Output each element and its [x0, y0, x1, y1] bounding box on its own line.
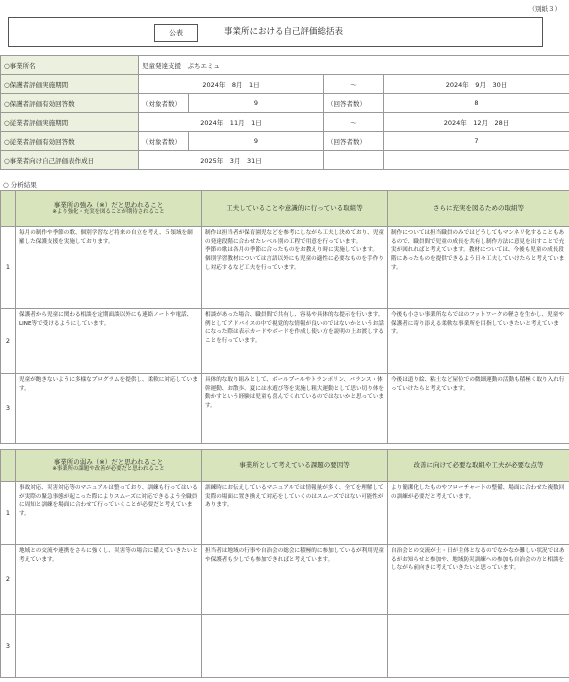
strengths-header-sub: ※より強化・充実を図ることが期待されること [52, 209, 165, 216]
staff-period-end: 2024年 12月 28日 [384, 113, 569, 132]
row-number: 2 [1, 309, 16, 374]
created-date: 2025年 3月 31日 [139, 151, 324, 170]
info-table [0, 55, 569, 170]
strength-effort-cell: 具体的な取り組みとして、ボールプールやトランポリン、バランス・体幹運動、お散歩、夏には水遊び等を実施し粗大運動として思い切り体を動かすという経験は児童も喜んでくれているのではないかと思っています。 [202, 374, 388, 444]
guardian-period-end: 2024年 9月 30日 [384, 75, 569, 94]
analysis-label: ○ 分析結果 [3, 181, 37, 189]
weaknesses-header [16, 450, 202, 482]
staff-respondent: 7 [384, 132, 569, 151]
guardian-respondent-label: （回答者数） [324, 94, 384, 113]
strengths-header-main: 事業所の強み（※）だと思われること [53, 200, 164, 209]
row-number: 1 [1, 482, 16, 545]
table-row [1, 482, 569, 545]
weaknesses-header-main: 事業所の弱み（※）だと思われること [53, 457, 164, 466]
effort-paragraph: 例としてアドバイスの中で視覚的な情報が良いのではないかというお話になった際は表示カードやボードを作成し使い方を説明の上お渡しすることを行っています。 [205, 320, 385, 344]
info-empty-cell [384, 151, 569, 170]
effort-paragraph: 相談があった場合、職員間で共有し、容易や具体的な提示を行います。 [205, 312, 384, 318]
strengths-header [16, 191, 202, 227]
strength-effort-cell [202, 227, 388, 309]
strength-improve-cell: 制作については担当職員のみではどうしてもマンネリ化することもあるので、職員間で児童の成長を共有し制作方法に意見を出すことで充実が図れればと考えています。教材については、今後も児童の成長段階にあったものを提供できるよう日々工夫していけたらと考えています。 [388, 227, 569, 309]
staff-period-label: ○従業者評価実施期間 [1, 113, 139, 132]
weakness-improve-cell [388, 615, 569, 678]
guardian-target: 9 [189, 94, 324, 113]
office-name-label: ○事業所名 [1, 56, 139, 75]
guardian-period-start: 2024年 8月 1日 [139, 75, 324, 94]
row-number: 3 [1, 615, 16, 678]
table-row [1, 309, 569, 374]
weakness-cell: 事故対応、災害対応等のマニュアルは整っており、訓練も行ってはいるが実際の緊急事態が起こった際によりスムーズに対応できるよう全職員に周知と訓練を場面に合わせて行っていくことが必要だと考えています。 [16, 482, 202, 545]
guardian-period-sep: ～ [324, 75, 384, 94]
staff-target-label: （対象者数） [139, 132, 189, 151]
strengths-header-col2: 工夫していることや意識的に行っている取組等 [202, 191, 388, 227]
guardian-target-label: （対象者数） [139, 94, 189, 113]
weaknesses-header-col3: 改善に向けて必要な取組や工夫が必要な点等 [388, 450, 569, 482]
title-box [8, 17, 543, 47]
weakness-cell [16, 615, 202, 678]
weaknesses-header-sub: ※事業所の課題や改善が必要だと思われること [52, 466, 165, 473]
table-row [1, 227, 569, 309]
row-number: 3 [1, 374, 16, 444]
office-name: 児童発達支援 ぷちエミュ [139, 56, 569, 75]
strength-cell: 保護者から児童に関わる相談を定期面談以外にも連絡ノートや電話、LINE等で受けるようにしています。 [16, 309, 202, 374]
table-row [1, 615, 569, 678]
strengths-header-col3: さらに充実を図るための取組等 [388, 191, 569, 227]
weakness-cause-cell [202, 615, 388, 678]
weakness-cause-cell: 担当者は地域の行事や自治会の総会に積極的に参加しているが利用児童や保護者も少しでも参加できればと考えています。 [202, 545, 388, 615]
created-date-label: ○事業者向け自己評価表作成日 [1, 151, 139, 170]
header-blank [1, 191, 16, 227]
weakness-cell: 地域との交流や連携をさらに強くし、災害等の場合に備えていきたいと考えています。 [16, 545, 202, 615]
strength-effort-cell [202, 309, 388, 374]
staff-respondent-label: （回答者数） [324, 132, 384, 151]
staff-target: 9 [189, 132, 324, 151]
strength-cell: 毎月の制作や季節の歌、個別学習など将来の自立を考え、５領域を網羅した保護支援を実施しております。 [16, 227, 202, 309]
strengths-table [0, 190, 569, 444]
weakness-cause-cell: 訓練時にお伝えしているマニュアルでは情報量が多く、全てを理解して実際の場面に置き換えて対応をしていくのはスムーズではない可能性があります。 [202, 482, 388, 545]
staff-period-start: 2024年 11月 1日 [139, 113, 324, 132]
effort-paragraph: 季節の歌は各月の季節に合ったものをお教えり時に実施しています。 [205, 247, 378, 254]
guardian-period-label: ○保護者評価実施期間 [1, 75, 139, 94]
public-badge: 公表 [154, 24, 198, 42]
strength-cell: 児童が飽きないように多様なプログラムを提供し、柔軟に対応しています。 [16, 374, 202, 444]
weakness-improve-cell: 自治会との交流が土・日が主体となるのでなかなか難しい状況ではあるがお知らせと参加や、地域防災訓練への参加も自治会の方と相談をしながら前向きに考えていきたいと思っています。 [388, 545, 569, 615]
appendix-label: （別紙３） [528, 5, 561, 13]
row-number: 2 [1, 545, 16, 615]
guardian-respondent: 8 [384, 94, 569, 113]
staff-period-sep: ～ [324, 113, 384, 132]
weaknesses-table [0, 449, 569, 678]
row-number: 1 [1, 227, 16, 309]
weakness-improve-cell: より簡潔化したものやフローチャートの整備、場面に合わせた複数回の訓練が必要だと考えています。 [388, 482, 569, 545]
guardian-count-label: ○保護者評価有効回答数 [1, 94, 139, 113]
strength-improve-cell: 今後は道り絵、粘土など屋位での微細運動の活動も積極く取り入れ行っていけたらと考えています。 [388, 374, 569, 444]
page-title: 事業所における自己評価総括表 [224, 27, 344, 37]
staff-count-label: ○従業者評価有効回答数 [1, 132, 139, 151]
table-row [1, 374, 569, 444]
effort-paragraph: 制作は担当者が保育園児などを参考にしながら工夫し決めており、児童の発達段階に合わせたレベル別の工程で用意を行っています。 [205, 230, 385, 245]
strength-improve-cell: 今後も小さい事業所ならではのフットワークの軽さを生かし、児童や保護者に寄り添える柔軟な事業所を目指していきたいと考えています。 [388, 309, 569, 374]
weaknesses-header-col2: 事業所として考えている課題の要因等 [202, 450, 388, 482]
info-empty-cell [324, 151, 384, 170]
effort-paragraph: 個別学習教材については言語以外にも児童の適性に必要なものを手作りし対応するなど工夫を行っています。 [205, 255, 384, 271]
header-blank [1, 450, 16, 482]
table-row [1, 545, 569, 615]
